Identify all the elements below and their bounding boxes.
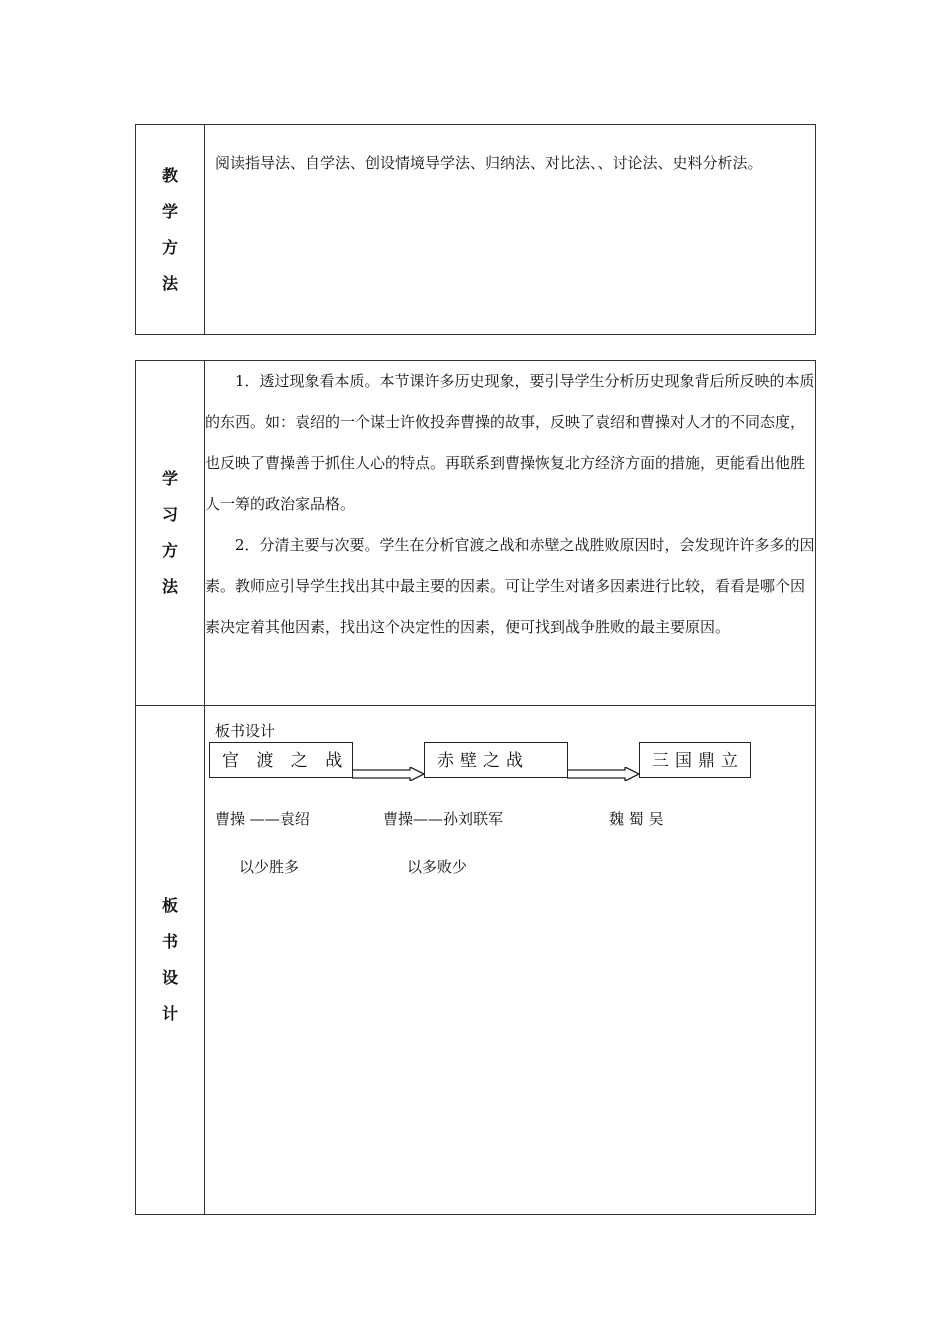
study-method-label <box>162 461 178 605</box>
study-paragraph-1: 1．透过现象看本质。本节课许多历史现象，要引导学生分析历史现象背后所反映的本质的东西。如：袁绍的一个谋士许攸投奔曹操的故事，反映了袁绍和曹操对人才的不同态度，也反映了曹操善于抓住人心的特点。再联系到曹操恢复北方经济方面的措施，更能看出他胜人一筹的政治家品格。 <box>205 372 815 513</box>
label-char: 板 <box>161 896 178 915</box>
board-design-label <box>162 888 178 1032</box>
teaching-method-label-cell <box>136 125 205 335</box>
label-char: 设 <box>161 968 178 987</box>
teaching-method-label <box>162 158 178 302</box>
box-three-kingdoms: 三国鼎立 <box>639 742 751 778</box>
study-method-label-cell <box>136 361 205 706</box>
arrow-right-icon <box>567 767 640 781</box>
label-char: 方 <box>161 237 178 257</box>
board-design-label-cell <box>136 706 205 1215</box>
label-char: 方 <box>161 541 178 560</box>
teaching-method-content <box>205 125 816 335</box>
label-char: 法 <box>161 577 178 596</box>
label-char: 书 <box>161 932 178 951</box>
arrow-right-icon <box>352 767 425 781</box>
many-lose-to-few: 以多败少 <box>407 858 468 876</box>
board-design-title: 板书设计 <box>215 722 276 740</box>
box-chibi-battle: 赤壁之战 <box>424 742 568 778</box>
label-char: 学 <box>161 469 178 488</box>
teaching-method-text: 阅读指导法、自学法、创设情境导学法、归纳法、对比法、、讨论法、史料分析法。 <box>215 154 763 172</box>
label-char: 计 <box>161 1004 178 1023</box>
label-char: 教 <box>161 165 178 185</box>
teaching-method-table <box>135 124 816 335</box>
study-board-table <box>135 360 816 1215</box>
box-guandu-battle: 官 渡 之 战 <box>209 742 353 778</box>
label-char: 习 <box>161 505 178 524</box>
board-design-content <box>205 706 816 1215</box>
label-char: 法 <box>161 273 178 293</box>
label-char: 学 <box>161 201 178 221</box>
few-defeat-many: 以少胜多 <box>239 858 300 876</box>
caocao-vs-yuanshao: 曹操 ——袁绍 <box>215 810 310 828</box>
study-method-content <box>205 361 816 706</box>
caocao-vs-allied-army: 曹操——孙刘联军 <box>383 810 504 828</box>
wei-shu-wu: 魏 蜀 吴 <box>609 810 664 828</box>
study-paragraph-2: 2．分清主要与次要。学生在分析官渡之战和赤壁之战胜败原因时，会发现许许多多的因素。教师应引导学生找出其中最主要的因素。可让学生对诸多因素进行比较，看看是哪个因素决定着其他因素，找出这个决定性的因素，便可找到战争胜败的最主要原因。 <box>205 536 815 636</box>
